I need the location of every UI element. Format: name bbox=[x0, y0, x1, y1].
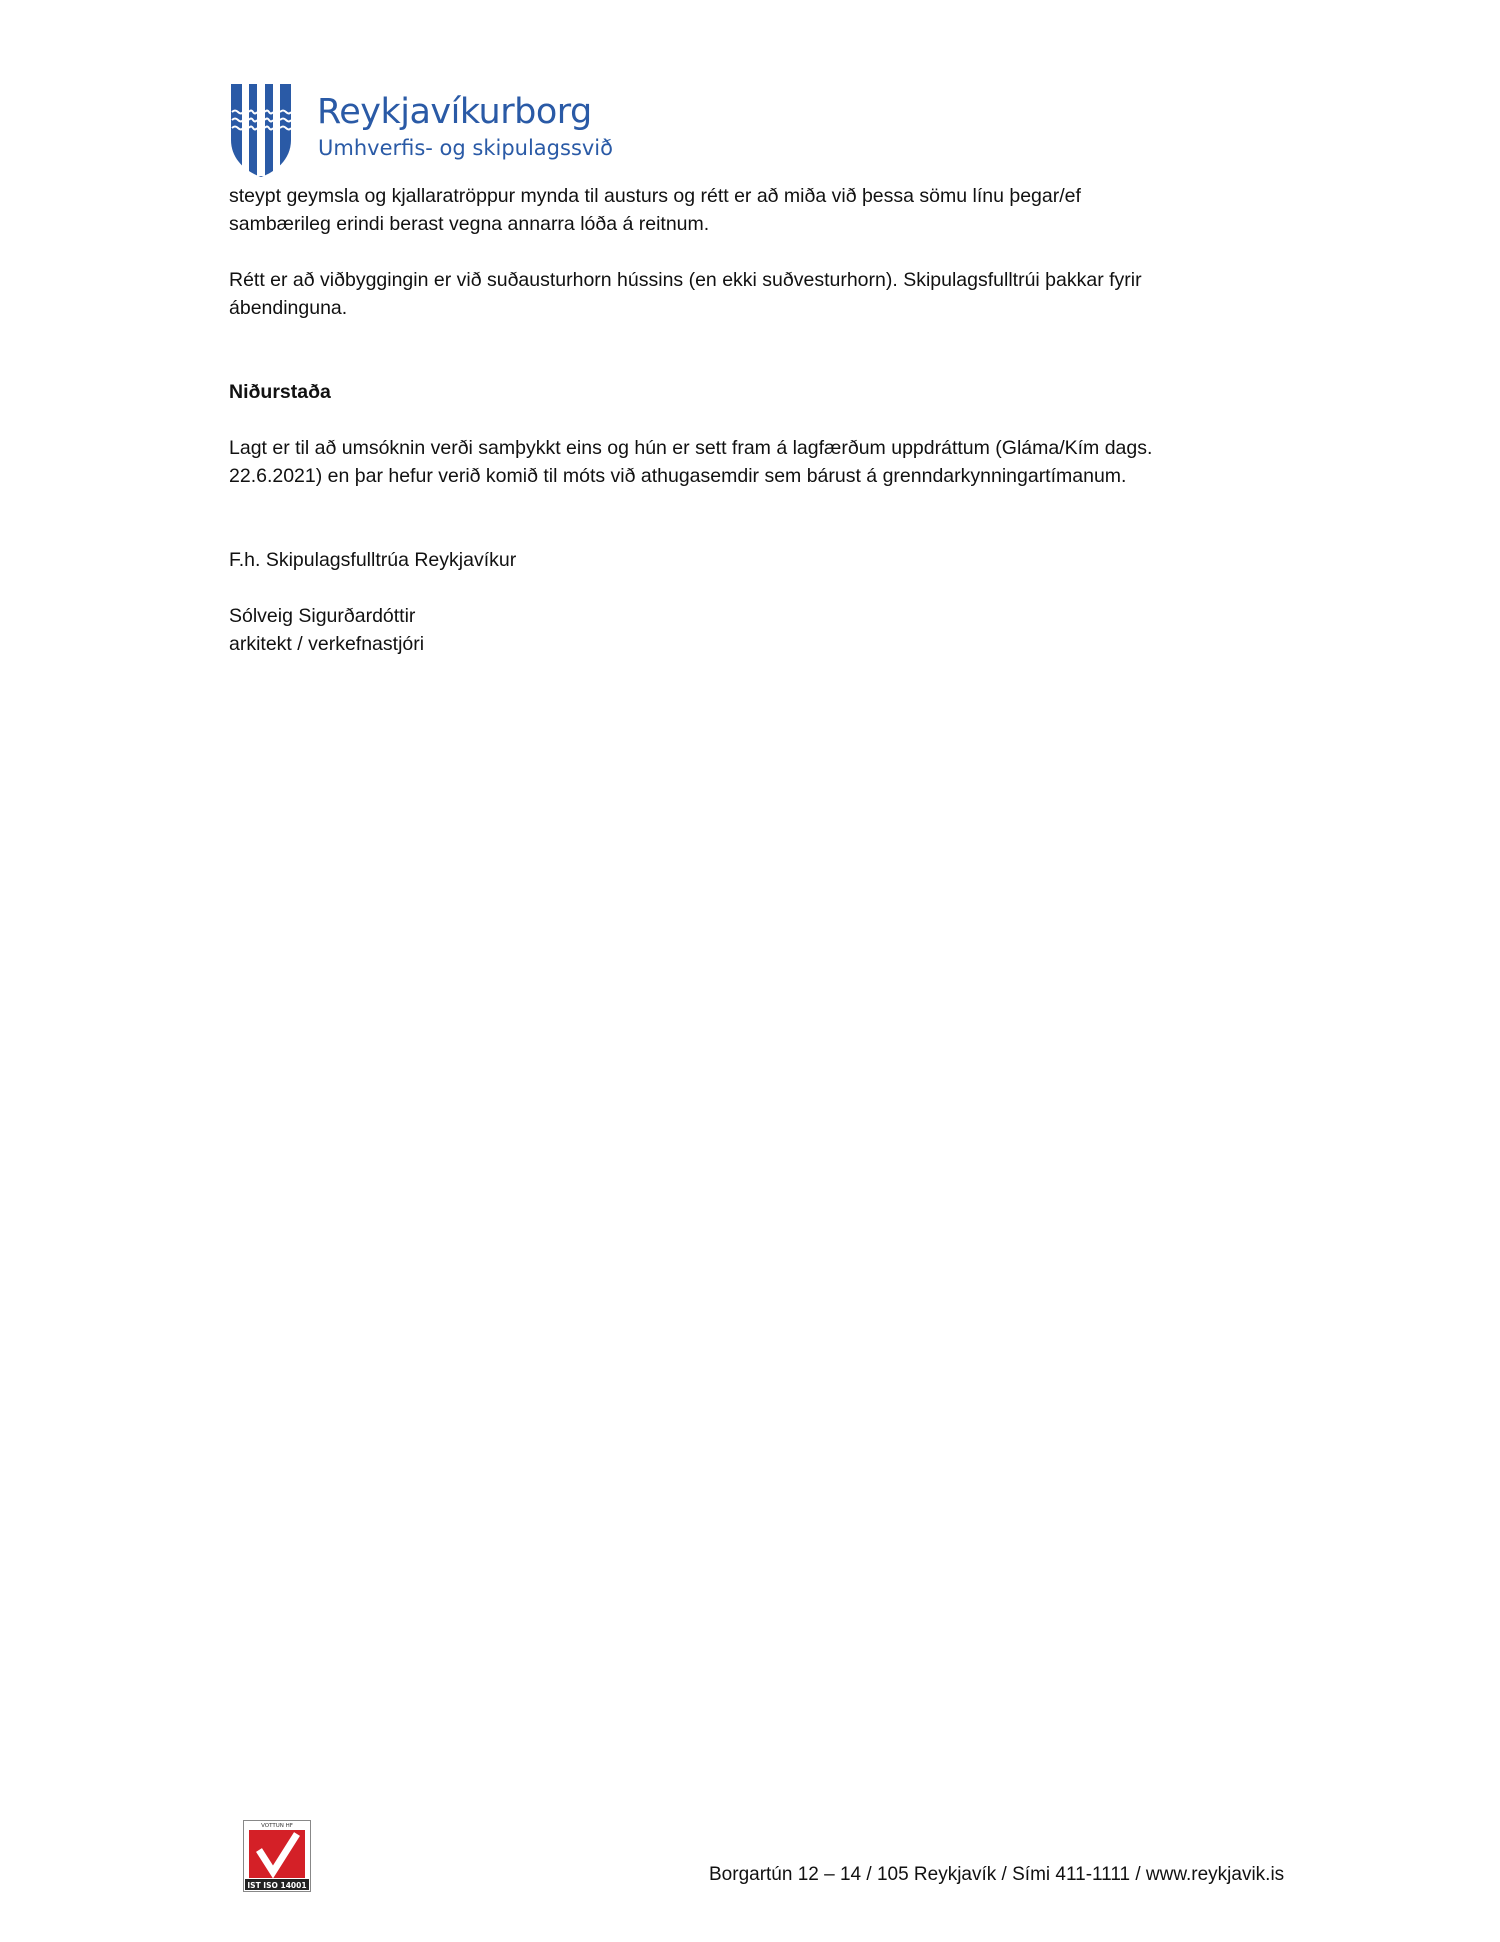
body-text-line: Rétt er að viðbyggingin er við suðausturhorn hússins (en ekki suðvesturhorn). Skipulagsfulltrúi þakkar fyrir bbox=[229, 269, 1142, 291]
body-text-line: sambærileg erindi berast vegna annarra lóða á reitnum. bbox=[229, 213, 710, 235]
body-text-line: ábendinguna. bbox=[229, 297, 348, 319]
body-text-line: 22.6.2021) en þar hefur verið komið til móts við athugasemdir sem bárust á grenndarkynningartímanum. bbox=[229, 465, 1127, 487]
organization-logo bbox=[229, 82, 649, 182]
organization-name: Reykjavíkurborg bbox=[317, 92, 592, 132]
cert-bottom-text: IST ISO 14001 bbox=[247, 1881, 307, 1890]
signer-title: arkitekt / verkefnastjóri bbox=[229, 633, 425, 655]
reykjavik-shield-icon bbox=[229, 82, 293, 178]
cert-top-text: VOTTUN HF bbox=[261, 1823, 293, 1829]
footer-address: Borgartún 12 – 14 / 105 Reykjavík / Sími 411-1111 / www.reykjavik.is bbox=[709, 1864, 1285, 1885]
body-text-line: Lagt er til að umsóknin verði samþykkt eins og hún er sett fram á lagfærðum uppdráttum (Gláma/Kím dags. bbox=[229, 437, 1153, 459]
letter-body bbox=[229, 182, 1269, 658]
closing-line: F.h. Skipulagsfulltrúa Reykjavíkur bbox=[229, 549, 517, 571]
section-heading: Niðurstaða bbox=[229, 381, 331, 403]
signer-name: Sólveig Sigurðardóttir bbox=[229, 605, 416, 627]
iso-certification-badge-icon bbox=[243, 1820, 311, 1892]
department-name: Umhverfis- og skipulagssvið bbox=[318, 136, 613, 160]
body-text-line: steypt geymsla og kjallaratröppur mynda til austurs og rétt er að miða við þessa sömu línu þegar/ef bbox=[229, 185, 1081, 207]
